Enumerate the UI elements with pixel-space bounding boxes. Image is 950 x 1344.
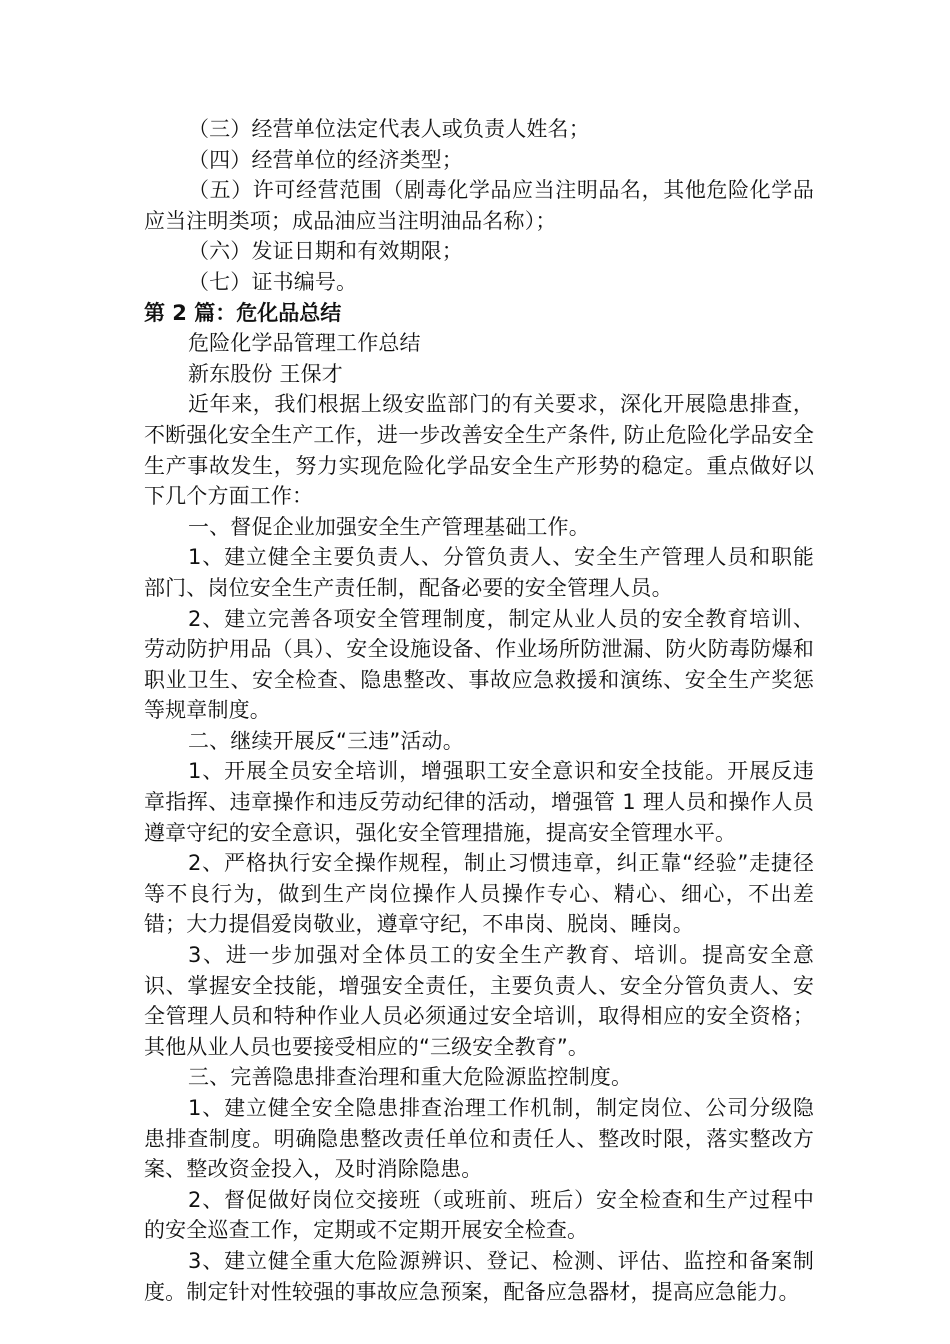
document-title: 危险化学品管理工作总结 [188,331,421,356]
section-heading: 第 2 篇：危化品总结 [144,300,342,325]
paragraph: 2、建立完善各项安全管理制度，制定从业人员的安全教育培训、劳动防护用品（具）、安全设施设备、作业场所防泄漏、防火防毒防爆和职业卫生、安全检查、隐患整改、事故应急救援和演练、安全生产奖惩等规章制度。 [144,606,814,723]
paragraph: 近年来，我们根据上级安监部门的有关要求，深化开展隐患排查，不断强化安全生产工作，进一步改善安全生产条件, 防止危险化学品安全生产事故发生，努力实现危险化学品安全生产形势的稳定。重点做好以下几个方面工作： [144,392,814,509]
paragraph: 1、建立健全主要负责人、分管负责人、安全生产管理人员和职能部门、岗位安全生产责任制，配备必要的安全管理人员。 [144,545,814,600]
paragraph: 1、建立健全安全隐患排查治理工作机制，制定岗位、公司分级隐患排查制度。明确隐患整改责任单位和责任人、整改时限，落实整改方案、整改资金投入，及时消除隐患。 [144,1096,814,1182]
list-item-7: （七）证书编号。 [188,269,358,294]
paragraph: 一、督促企业加强安全生产管理基础工作。 [188,514,590,539]
list-item-3: （三）经营单位法定代表人或负责人姓名； [188,117,590,141]
list-item-5: （五）许可经营范围（剧毒化学品应当注明品名，其他危险化学品应当注明类项；成品油应当注明油品名称）； [144,178,814,233]
paragraph: 二、继续开展反“三违”活动。 [188,728,464,753]
paragraph: 3、进一步加强对全体员工的安全生产教育、培训。提高安全意识、掌握安全技能，增强安全责任，主要负责人、安全分管负责人、安全管理人员和特种作业人员必须通过安全培训，取得相应的安全资格；其他从业人员也要接受相应的“三级安全教育”。 [144,943,814,1059]
list-item-6: （六）发证日期和有效期限； [188,239,463,264]
paragraph: 2、督促做好岗位交接班（或班前、班后）安全检查和生产过程中的安全巡查工作，定期或不定期开展安全检查。 [144,1187,814,1243]
list-item-4: （四）经营单位的经济类型； [188,147,463,172]
paragraph: 1、开展全员安全培训，增强职工安全意识和安全技能。开展反违章指挥、违章操作和违反劳动纪律的活动，增强管 1 理人员和操作人员遵章守纪的安全意识，强化安全管理措施，提高安全管理水平。 [144,759,814,845]
paragraph: 2、严格执行安全操作规程，制止习惯违章，纠正靠“经验”走捷径等不良行为，做到生产岗位操作人员操作专心、精心、细心，不出差错；大力提倡爱岗敬业，遵章守纪，不串岗、脱岗、睡岗。 [144,851,814,937]
document-author: 新东股份 王保才 [188,361,343,386]
paragraph: 三、完善隐患排查治理和重大危险源监控制度。 [188,1065,633,1090]
paragraph: 3、建立健全重大危险源辨识、登记、检测、评估、监控和备案制度。制定针对性较强的事故应急预案，配备应急器材，提高应急能力。 [144,1248,814,1304]
document-page [144,114,814,1307]
